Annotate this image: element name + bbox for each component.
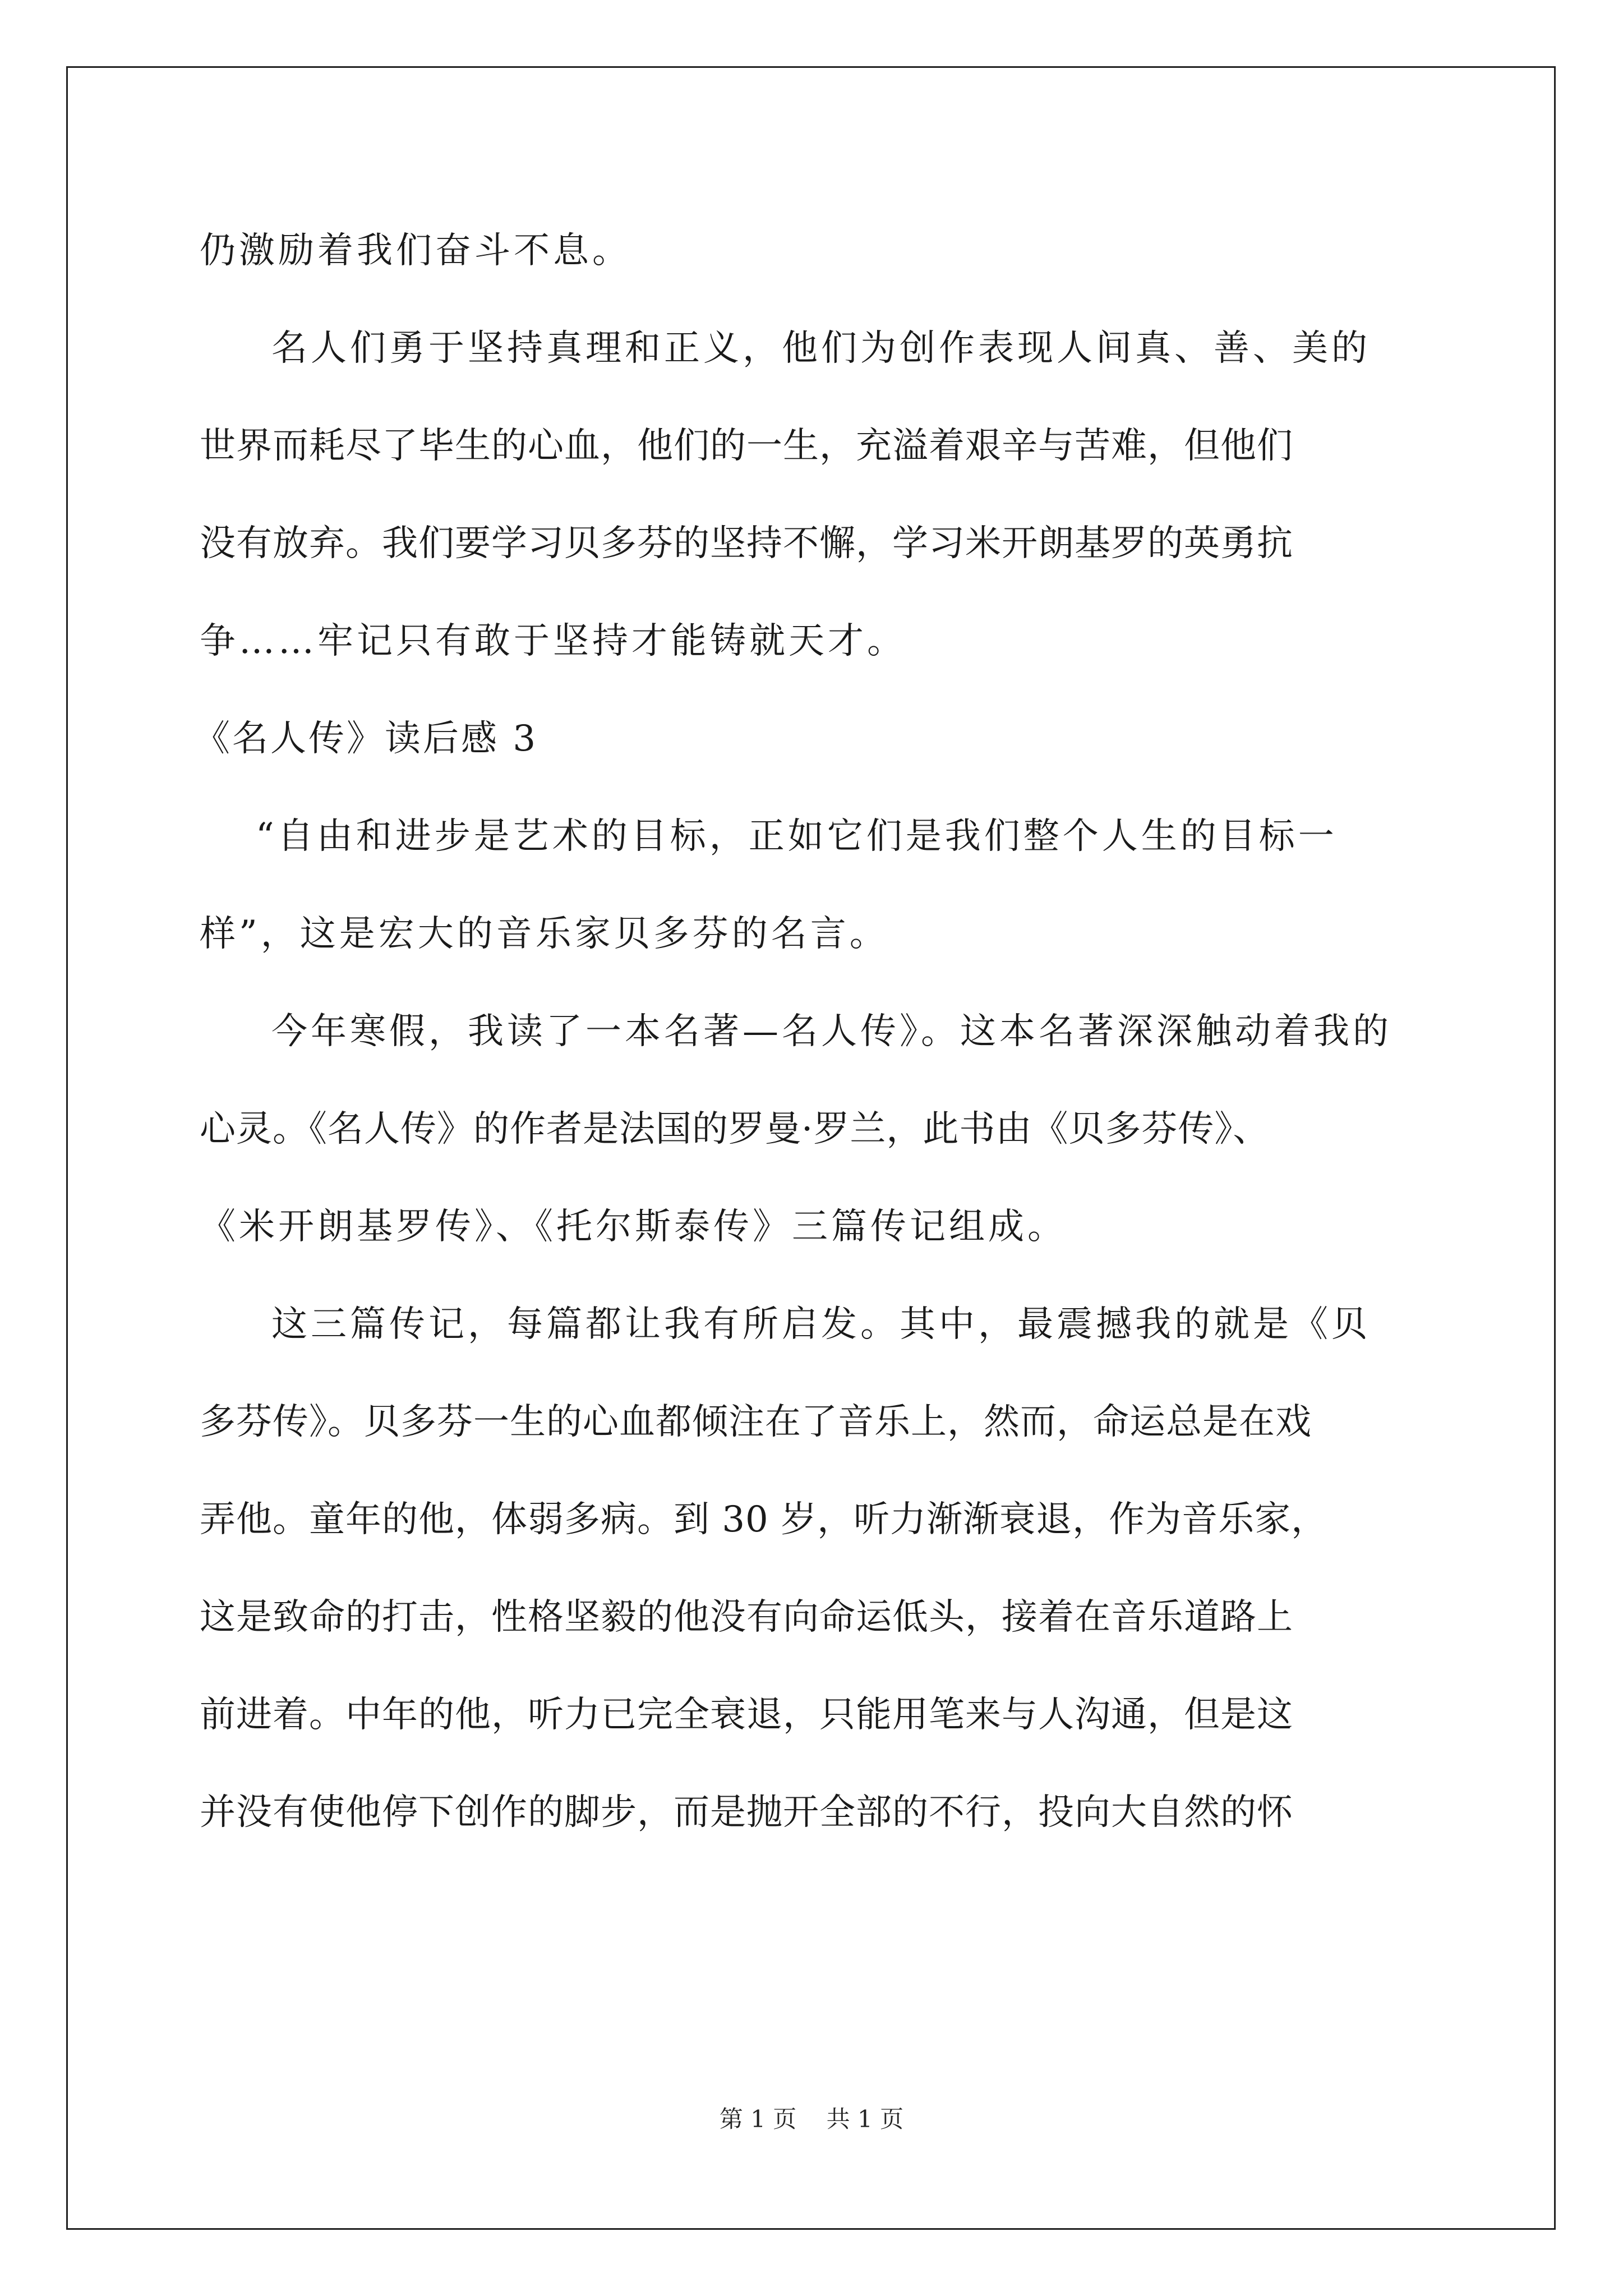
paragraph-first-line: 这三篇传记，每篇都让我有所启发。其中，最震撼我的就是《贝 [271,1304,1371,1345]
text-line: 样”，这是宏大的音乐家贝多芬的名言。 [200,913,889,955]
document-body [194,202,1428,1861]
paragraph-first-line: “自由和进步是艺术的目标，正如它们是我们整个人生的目标一 [256,816,1338,857]
text-line: 这是致命的打击，性格坚毅的他没有向命运低头，接着在音乐道路上 [200,1596,1293,1638]
text-line: 弄他。童年的他，体弱多病。到 30 岁，听力渐渐衰退，作为音乐家， [200,1499,1328,1540]
text-line: 多芬传》。贝多芬一生的心血都倾注在了音乐上，然而，命运总是在戏 [200,1401,1312,1443]
text-line: 没有放弃。我们要学习贝多芬的坚持不懈，学习米开朗基罗的英勇抗 [200,523,1293,564]
text-line: 争……牢记只有敢于坚持才能铸就天才。 [200,620,906,662]
paragraph-first-line: 名人们勇于坚持真理和正义，他们为创作表现人间真、善、美的 [271,328,1371,369]
page-total: 共 1 页 [826,2105,904,2133]
text-line: 《米开朗基罗传》、《托尔斯泰传》三篇传记组成。 [200,1206,1067,1248]
text-line: 心灵。《名人传》的作者是法国的罗曼·罗兰，此书由《贝多芬传》、 [200,1108,1270,1150]
section-title: 《名人传》读后感 3 [194,718,538,760]
page-number: 第 1 页 [719,2105,797,2133]
paragraph-first-line: 今年寒假，我读了一本名著—名人传》。这本名著深深触动着我的 [271,1011,1392,1052]
page-footer [0,2101,1623,2134]
text-line: 并没有使他停下创作的脚步，而是抛开全部的不行，投向大自然的怀 [200,1792,1293,1833]
text-line: 前进着。中年的他，听力已完全衰退，只能用笔来与人沟通，但是这 [200,1694,1293,1736]
text-line: 世界而耗尽了毕生的心血，他们的一生，充溢着艰辛与苦难，但他们 [200,425,1293,467]
text-line: 仍激励着我们奋斗不息。 [200,230,631,272]
